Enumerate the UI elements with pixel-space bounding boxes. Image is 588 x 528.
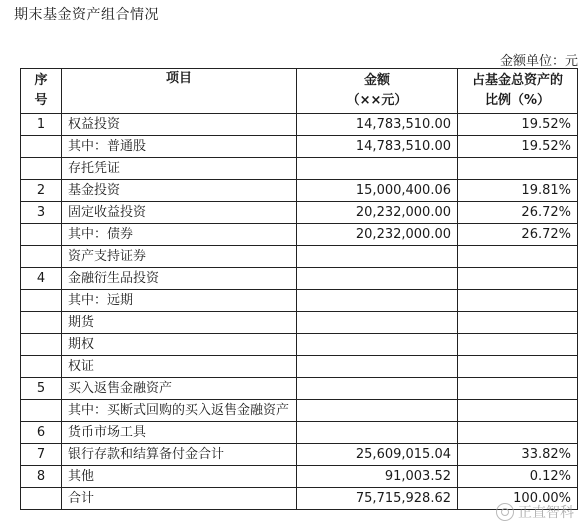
row-item-cell: 其他 <box>62 466 297 488</box>
watermark-text: 正直智科 <box>518 505 574 521</box>
row-item-cell: 金融衍生品投资 <box>62 268 297 290</box>
row-ratio-cell: 0.12% <box>458 466 578 488</box>
row-amount-cell <box>297 334 458 356</box>
row-seq-cell <box>21 224 62 246</box>
table-row <box>21 356 578 378</box>
table-row <box>21 268 578 290</box>
row-amount-cell <box>297 422 458 444</box>
table-row <box>21 444 578 466</box>
row-ratio-cell <box>458 422 578 444</box>
row-item-cell: 固定收益投资 <box>62 202 297 224</box>
table-row <box>21 400 578 422</box>
row-amount-cell <box>297 268 458 290</box>
header-item-label: 项目 <box>165 71 192 86</box>
row-amount-cell <box>297 312 458 334</box>
row-ratio-cell: 19.81% <box>458 180 578 202</box>
row-ratio-cell <box>458 268 578 290</box>
row-ratio-cell <box>458 312 578 334</box>
row-item-cell: 货币市场工具 <box>62 422 297 444</box>
row-ratio-cell <box>458 378 578 400</box>
row-amount-cell: 91,003.52 <box>297 466 458 488</box>
row-ratio-cell <box>458 400 578 422</box>
row-item-cell: 银行存款和结算备付金合计 <box>62 444 297 466</box>
page-title: 期末基金资产组合情况 <box>14 7 159 23</box>
row-seq-cell: 3 <box>21 202 62 224</box>
row-seq-cell: 7 <box>21 444 62 466</box>
row-amount-cell <box>297 290 458 312</box>
wechat-logo-icon <box>496 503 514 521</box>
row-item-cell: 期权 <box>62 334 297 356</box>
row-item-cell: 其中：远期 <box>62 290 297 312</box>
row-ratio-cell <box>458 290 578 312</box>
table-row <box>21 378 578 400</box>
table-row <box>21 488 578 510</box>
row-seq-cell <box>21 158 62 180</box>
table-header-row <box>21 69 578 114</box>
header-ratio <box>458 69 578 114</box>
row-amount-cell: 14,783,510.00 <box>297 136 458 158</box>
row-amount-cell <box>297 356 458 378</box>
row-seq-cell <box>21 400 62 422</box>
row-ratio-cell: 19.52% <box>458 136 578 158</box>
row-ratio-cell <box>458 246 578 268</box>
row-item-cell: 其中：普通股 <box>62 136 297 158</box>
header-seq-line1: 序 <box>34 73 48 88</box>
row-item-cell: 基金投资 <box>62 180 297 202</box>
table-row <box>21 136 578 158</box>
header-seq <box>21 69 62 114</box>
row-item-cell: 期货 <box>62 312 297 334</box>
row-amount-cell: 75,715,928.62 <box>297 488 458 510</box>
row-ratio-cell: 26.72% <box>458 224 578 246</box>
row-seq-cell <box>21 246 62 268</box>
row-amount-cell: 20,232,000.00 <box>297 202 458 224</box>
row-seq-cell <box>21 290 62 312</box>
table-body <box>21 114 578 510</box>
table-row <box>21 224 578 246</box>
row-item-cell: 权证 <box>62 356 297 378</box>
row-item-cell: 存托凭证 <box>62 158 297 180</box>
table-row <box>21 158 578 180</box>
row-seq-cell <box>21 334 62 356</box>
row-amount-cell <box>297 378 458 400</box>
header-ratio-line1: 占基金总资产的 <box>471 73 563 88</box>
row-item-cell: 合计 <box>62 488 297 510</box>
row-amount-cell <box>297 400 458 422</box>
table-row <box>21 466 578 488</box>
table-row <box>21 202 578 224</box>
row-seq-cell: 8 <box>21 466 62 488</box>
header-amount-line2: （××元） <box>346 93 408 108</box>
header-item <box>62 69 297 114</box>
asset-portfolio-table <box>20 68 578 510</box>
row-amount-cell: 20,232,000.00 <box>297 224 458 246</box>
row-amount-cell <box>297 158 458 180</box>
row-ratio-cell <box>458 356 578 378</box>
header-amount-line1: 金额 <box>363 73 390 88</box>
row-amount-cell <box>297 246 458 268</box>
header-ratio-line2: 比例（%） <box>484 93 551 108</box>
row-ratio-cell <box>458 334 578 356</box>
table-row <box>21 334 578 356</box>
row-item-cell: 其中：债券 <box>62 224 297 246</box>
row-ratio-cell: 19.52% <box>458 114 578 136</box>
row-item-cell: 买入返售金融资产 <box>62 378 297 400</box>
row-amount-cell: 25,609,015.04 <box>297 444 458 466</box>
row-ratio-cell: 26.72% <box>458 202 578 224</box>
header-seq-line2: 号 <box>34 93 48 108</box>
row-seq-cell: 1 <box>21 114 62 136</box>
row-seq-cell: 6 <box>21 422 62 444</box>
table-row <box>21 246 578 268</box>
table-row <box>21 422 578 444</box>
row-seq-cell: 2 <box>21 180 62 202</box>
unit-note: 金额单位：元 <box>499 54 578 69</box>
row-ratio-cell <box>458 158 578 180</box>
row-item-cell: 资产支持证券 <box>62 246 297 268</box>
row-seq-cell <box>21 136 62 158</box>
table-row <box>21 180 578 202</box>
row-seq-cell: 4 <box>21 268 62 290</box>
row-seq-cell <box>21 312 62 334</box>
row-amount-cell: 14,783,510.00 <box>297 114 458 136</box>
table-row <box>21 312 578 334</box>
table-row <box>21 290 578 312</box>
table-row <box>21 114 578 136</box>
header-amount <box>297 69 458 114</box>
row-amount-cell: 15,000,400.06 <box>297 180 458 202</box>
row-ratio-cell: 33.82% <box>458 444 578 466</box>
row-item-cell: 其中：买断式回购的买入返售金融资产 <box>62 400 297 422</box>
row-ratio-cell: 100.00% <box>458 488 578 510</box>
row-item-cell: 权益投资 <box>62 114 297 136</box>
row-seq-cell: 5 <box>21 378 62 400</box>
watermark <box>496 502 574 522</box>
row-seq-cell <box>21 488 62 510</box>
row-seq-cell <box>21 356 62 378</box>
